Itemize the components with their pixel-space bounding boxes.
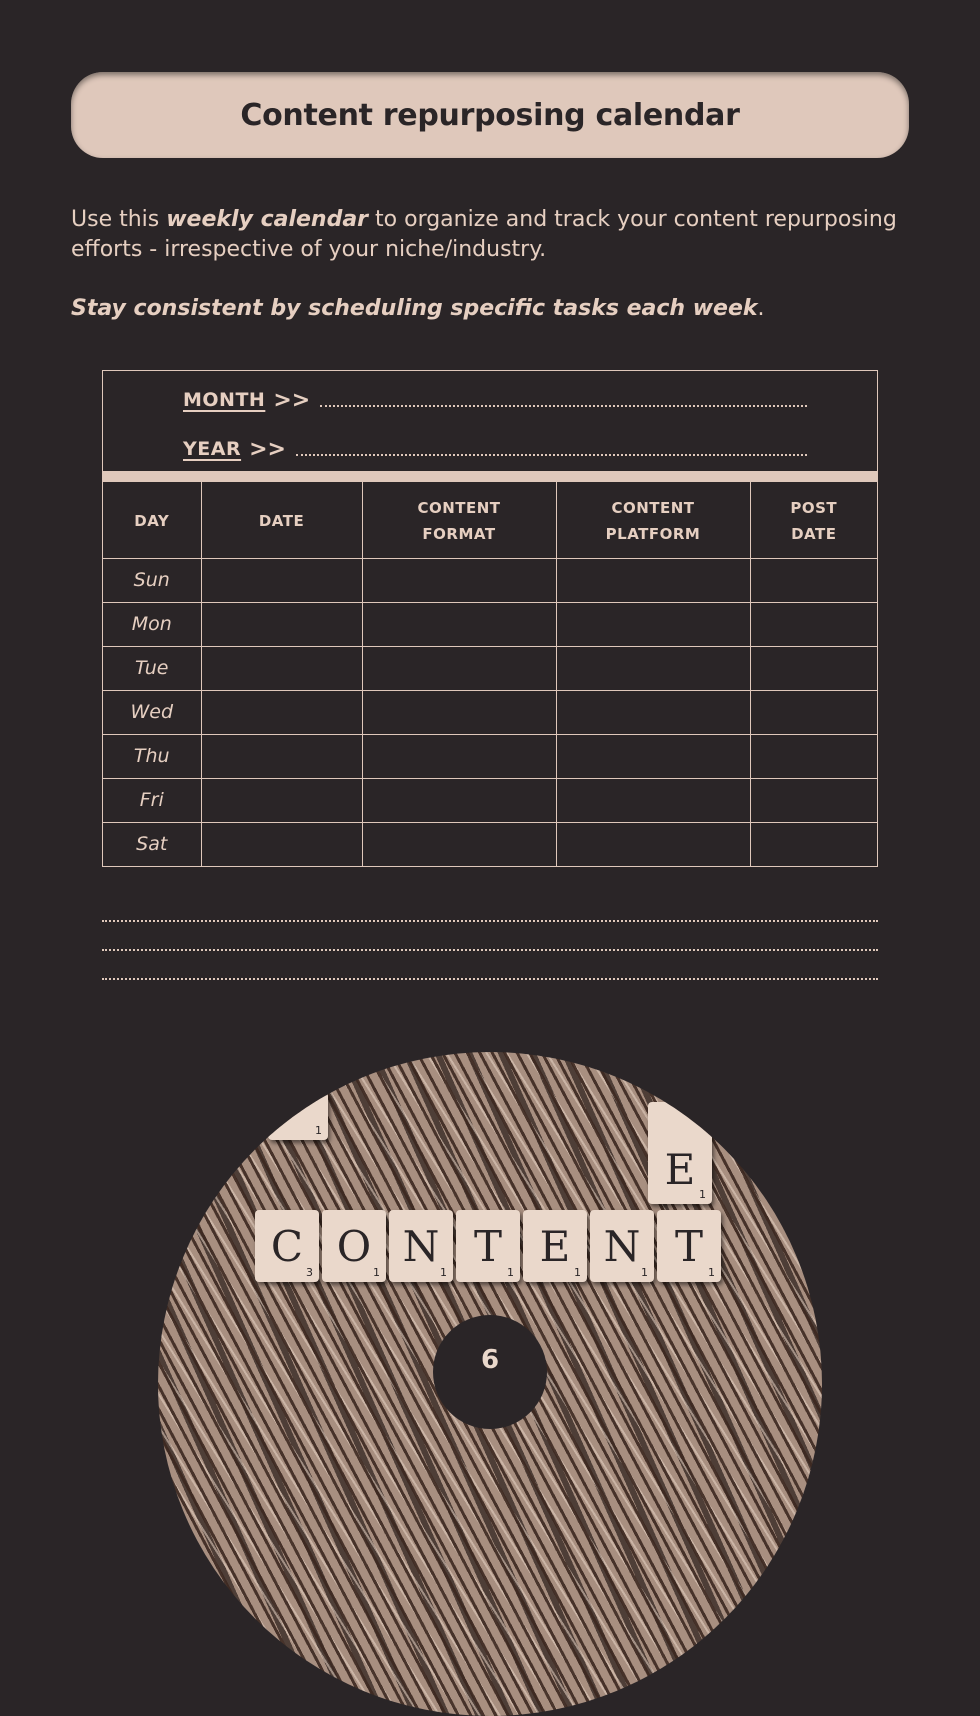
date-cell[interactable] <box>201 822 362 866</box>
note-line[interactable] <box>102 949 878 951</box>
format-cell[interactable] <box>362 690 556 734</box>
date-cell[interactable] <box>201 734 362 778</box>
tile-letter: C <box>270 1221 304 1271</box>
col-header-content-format <box>362 482 556 558</box>
notes-area <box>102 920 878 1007</box>
year-line <box>183 428 807 462</box>
col-header-post-line1: post <box>790 493 838 519</box>
platform-cell[interactable] <box>556 602 750 646</box>
post-date-cell[interactable] <box>750 690 877 734</box>
day-cell: Sat <box>103 822 201 866</box>
weekly-calendar <box>102 370 878 867</box>
date-cell[interactable] <box>201 558 362 602</box>
platform-cell[interactable] <box>556 734 750 778</box>
intro-text-end: to organize and track your content repurposing efforts - irrespective of your niche/industry. <box>71 207 897 262</box>
year-label: year <box>183 431 242 462</box>
intro-paragraph <box>71 205 911 265</box>
post-date-cell[interactable] <box>750 558 877 602</box>
post-date-cell[interactable] <box>750 602 877 646</box>
tagline <box>71 294 911 324</box>
tile-letter: E <box>664 1145 696 1194</box>
month-label: month <box>183 382 266 413</box>
tile-points: 1 <box>699 1188 706 1201</box>
scrabble-tile <box>523 1210 587 1282</box>
tile-points: 1 <box>315 1124 322 1137</box>
col-header-post-date <box>750 482 877 558</box>
scrabble-tile <box>590 1210 654 1282</box>
date-cell[interactable] <box>201 690 362 734</box>
month-fill-line[interactable] <box>320 405 807 407</box>
tagline-period: . <box>757 296 765 321</box>
col-header-platform-line2: platform <box>605 519 701 545</box>
day-cell: Wed <box>103 690 201 734</box>
day-cell: Thu <box>103 734 201 778</box>
table-row <box>103 778 877 822</box>
format-cell[interactable] <box>362 646 556 690</box>
tile-points: 1 <box>507 1266 514 1279</box>
tile-letter: O <box>336 1221 372 1271</box>
col-header-date: date <box>201 482 362 558</box>
page-number: 6 <box>433 1315 547 1429</box>
month-year-header <box>103 371 877 472</box>
col-header-content-platform <box>556 482 750 558</box>
format-cell[interactable] <box>362 778 556 822</box>
content-tiles <box>255 1210 721 1282</box>
day-cell: Sun <box>103 558 201 602</box>
table-row <box>103 690 877 734</box>
platform-cell[interactable] <box>556 558 750 602</box>
month-line <box>183 379 807 413</box>
date-cell[interactable] <box>201 778 362 822</box>
col-header-platform-line1: content <box>611 493 695 519</box>
table-header-row <box>103 482 877 558</box>
tile-points: 3 <box>306 1266 313 1279</box>
tile-letter: T <box>473 1221 502 1271</box>
tile-letter: N <box>603 1221 641 1271</box>
header-divider-stripe <box>103 472 877 482</box>
day-cell: Mon <box>103 602 201 646</box>
tile-points: 1 <box>373 1266 380 1279</box>
platform-cell[interactable] <box>556 822 750 866</box>
tile-points: 1 <box>574 1266 581 1279</box>
month-arrow: >> <box>273 388 311 413</box>
page-title: Content repurposing calendar <box>240 97 740 133</box>
tile-points: 1 <box>708 1266 715 1279</box>
scrabble-tile <box>255 1210 319 1282</box>
col-header-format-line1: content <box>417 493 501 519</box>
table-row <box>103 822 877 866</box>
table-row <box>103 646 877 690</box>
post-date-cell[interactable] <box>750 646 877 690</box>
tile-letter: N <box>402 1221 440 1271</box>
format-cell[interactable] <box>362 734 556 778</box>
table-row <box>103 734 877 778</box>
post-date-cell[interactable] <box>750 822 877 866</box>
scrabble-tile <box>322 1210 386 1282</box>
tile-points: 1 <box>641 1266 648 1279</box>
date-cell[interactable] <box>201 646 362 690</box>
post-date-cell[interactable] <box>750 734 877 778</box>
tile-letter: T <box>674 1221 703 1271</box>
intro-text-start: Use this <box>71 207 167 232</box>
table-row <box>103 558 877 602</box>
scrabble-tile <box>456 1210 520 1282</box>
col-header-format-line2: format <box>422 519 496 545</box>
calendar-table <box>103 482 877 866</box>
scrabble-tile <box>268 1092 328 1140</box>
tile-points: 1 <box>440 1266 447 1279</box>
year-fill-line[interactable] <box>296 454 807 456</box>
intro-emphasis: weekly calendar <box>166 207 369 232</box>
platform-cell[interactable] <box>556 646 750 690</box>
note-line[interactable] <box>102 920 878 922</box>
format-cell[interactable] <box>362 602 556 646</box>
col-header-day: day <box>103 482 201 558</box>
format-cell[interactable] <box>362 822 556 866</box>
tile-letter: E <box>539 1221 571 1271</box>
day-cell: Fri <box>103 778 201 822</box>
title-banner <box>71 72 909 158</box>
date-cell[interactable] <box>201 602 362 646</box>
table-row <box>103 602 877 646</box>
scrabble-tile <box>648 1102 712 1204</box>
platform-cell[interactable] <box>556 690 750 734</box>
col-header-post-line2: date <box>791 519 837 545</box>
post-date-cell[interactable] <box>750 778 877 822</box>
day-cell: Tue <box>103 646 201 690</box>
platform-cell[interactable] <box>556 778 750 822</box>
format-cell[interactable] <box>362 558 556 602</box>
scrabble-tile <box>657 1210 721 1282</box>
tagline-emphasis: Stay consistent by scheduling specific tasks each week <box>71 296 758 321</box>
scrabble-tile <box>389 1210 453 1282</box>
year-arrow: >> <box>249 437 286 462</box>
note-line[interactable] <box>102 978 878 980</box>
